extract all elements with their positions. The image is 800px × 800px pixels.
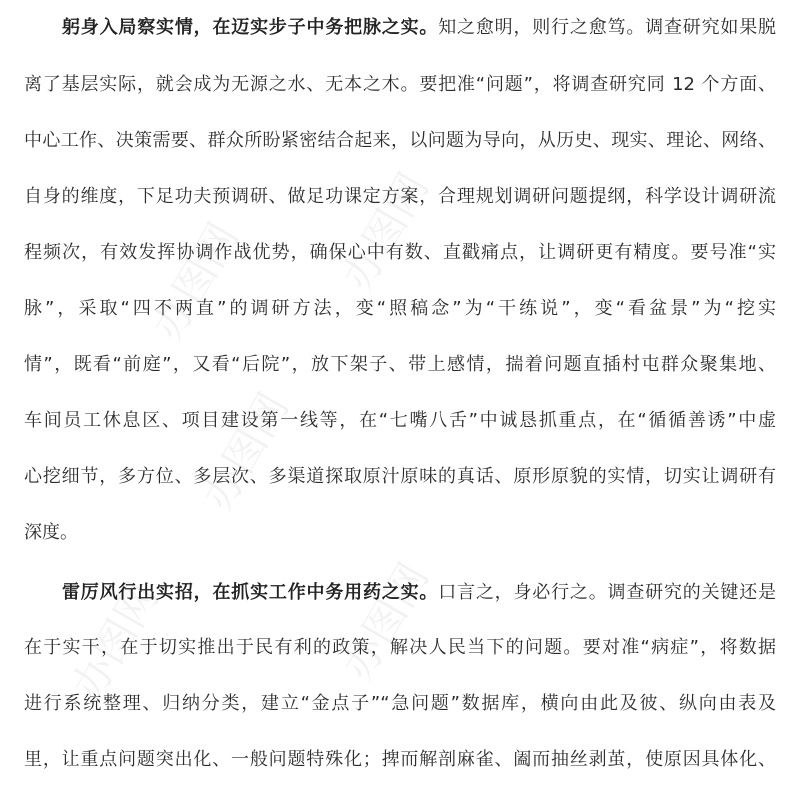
- paragraph-text: 知之愈明，则行之愈笃。调查研究如果脱: [438, 17, 777, 38]
- watermark: 办图网: [332, 164, 438, 299]
- paragraph-line: 情”，既看“前庭”，又看“后院”，放下架子、带上感情，揣着问题直插村屯群众聚集地、: [24, 354, 776, 375]
- paragraph-line: 里，让重点问题突出化、一般问题特殊化；捭而解剖麻雀、阖而抽丝剥茧，使原因具体化、: [24, 749, 776, 770]
- paragraph-line: 在于实干，在于切实推出于民有利的政策，解决人民当下的问题。要对准“病症”，将数据: [24, 637, 776, 658]
- watermark: 办图网: [62, 574, 168, 709]
- watermark: 办图网: [192, 384, 298, 519]
- paragraph-line: 深度。: [24, 522, 78, 543]
- paragraph-line: 进行系统整理、归纳分类，建立“金点子”“急问题”数据库，横向由此及彼、纵向由表及: [24, 693, 776, 714]
- paragraph-line: 自身的维度，下足功夫预调研、做足功课定方案，合理规划调研问题提纲，科学设计调研流: [24, 186, 776, 207]
- paragraph-line: 脉”，采取“四不两直”的调研方法，变“照稿念”为“干练说”，变“看盆景”为“挖实: [24, 298, 776, 319]
- paragraph-heading: 雷厉风行出实招，在抓实工作中务用药之实。: [62, 582, 439, 603]
- paragraph-line: 程频次，有效发挥协调作战优势，确保心中有数、直戳痛点，让调研更有精度。要号准“实: [24, 242, 776, 263]
- paragraph-line: [24, 13, 776, 43]
- paragraph-line: 车间员工休息区、项目建设第一线等，在“七嘴八舌”中诚恳抓重点，在“循循善诱”中虚: [24, 410, 776, 431]
- paragraph-text: 口言之，身必行之。调查研究的关键还是: [438, 582, 777, 603]
- paragraph-line: 中心工作、决策需要、群众所盼紧密结合起来，以问题为导向，从历史、现实、理论、网络、: [24, 130, 776, 151]
- paragraph-line: 心挖细节，多方位、多层次、多渠道探取原汁原味的真话、原形原貌的实情，切实让调研有: [24, 466, 776, 487]
- watermark: 办图网: [142, 214, 248, 349]
- watermark: 办图网: [332, 554, 438, 689]
- paragraph-heading: 躬身入局察实情，在迈实步子中务把脉之实。: [62, 17, 439, 38]
- paragraph-line: [24, 578, 776, 608]
- paragraph-line: 离了基层实际，就会成为无源之水、无本之木。要把准“问题”，将调查研究同 12 个方面、: [24, 74, 776, 95]
